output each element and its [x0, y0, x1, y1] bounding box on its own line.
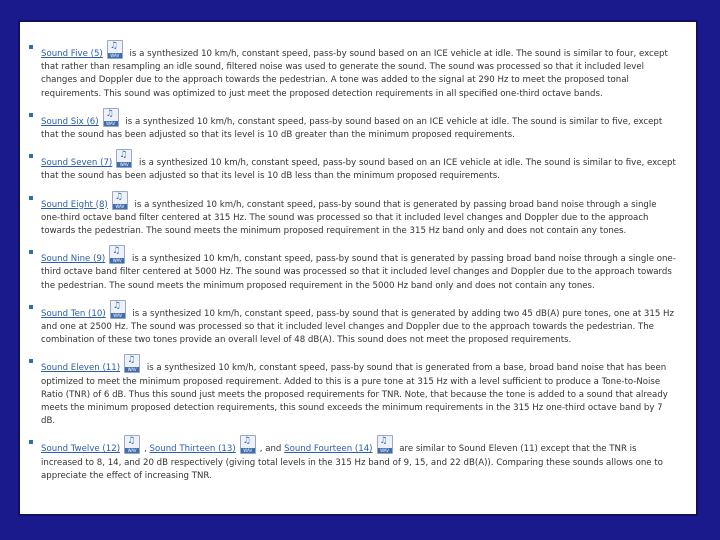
item-description: is a synthesized 10 km/h, constant speed, pass-by sound based on an ICE vehicle at idle. The sound is similar to five, except that the sound has been adjusted so that its level is 10 dB greater than the minimum proposed requirements. — [41, 116, 663, 141]
list-item — [28, 354, 676, 428]
list-item — [28, 435, 676, 483]
sound-list — [28, 40, 676, 490]
list-item — [28, 108, 676, 142]
sound-fourteen-link[interactable]: Sound Fourteen (14) — [284, 444, 373, 455]
wav-file-icon[interactable]: ♫ WAV — [112, 191, 128, 210]
sound-twelve-link[interactable]: Sound Twelve (12) — [41, 444, 121, 455]
list-item — [28, 191, 676, 239]
item-description: is a synthesized 10 km/h, constant speed, pass-by sound that is generated by passing broad band noise through a single one-third octave band filter centered at 5000 Hz. The sound was processed so that it included level changes and Doppler due to the approach towards the pedestrian. The sound meets the minimum proposed requirement in the 5000 Hz band only and does not contain any tones. — [41, 254, 676, 291]
separator: , and — [259, 444, 285, 455]
list-item — [28, 300, 676, 348]
item-description: are similar to Sound Eleven (11) except that the TNR is increased to 8, 14, and 20 dB respectively (giving total levels in the 315 Hz band of 9, 15, and 22 dB(A)). Comparing these sounds allows one to appreciate the effect of increasing TNR. — [41, 444, 663, 481]
item-description: is a synthesized 10 km/h, constant speed, pass-by sound that is generated by passing broad band noise through a single one-third octave band filter centered at 315 Hz. The sound was processed so that it included level changes and Doppler due to the approach towards the pedestrian. The sound meets the minimum proposed requirement in the 315 Hz band only and does not contain any tones. — [41, 199, 657, 237]
sound-seven-link[interactable]: Sound Seven (7) — [41, 158, 113, 169]
list-item — [28, 245, 676, 293]
item-description: is a synthesized 10 km/h, constant speed, pass-by sound based on an ICE vehicle at idle. The sound is similar to five, except that the sound has been adjusted so that its level is 10 dB less than the minimum proposed requirements. — [41, 158, 676, 182]
sound-six-link[interactable]: Sound Six (6) — [41, 116, 99, 127]
sound-eleven-link[interactable]: Sound Eleven (11) — [41, 363, 121, 374]
wav-file-icon[interactable]: ♫ WAV — [116, 149, 132, 168]
wav-file-icon[interactable]: ♫ WAV — [124, 435, 140, 454]
sound-five-link[interactable]: Sound Five (5) — [41, 49, 103, 59]
wav-file-icon[interactable]: ♫ WAV — [124, 354, 140, 373]
wav-file-icon[interactable]: ♫ WAV — [240, 435, 256, 454]
item-description: is a synthesized 10 km/h, constant speed, pass-by sound based on an ICE vehicle at idle. The sound is similar to four, except that rather than resampling an idle sound, filtered noise was used to generate the sound. The sound was processed so that it included level changes and Doppler due to the approach towards the pedestrian. A tone was added to the signal at 290 Hz to meet the proposed tonal requirements. This sound was optimized to just meet the proposed detection requirements in all specified one-third octave bands. — [41, 49, 668, 99]
wav-file-icon[interactable]: ♫ WAV — [377, 435, 393, 454]
list-item — [28, 40, 676, 101]
sound-eight-link[interactable]: Sound Eight (8) — [41, 199, 108, 210]
sound-thirteen-link[interactable]: Sound Thirteen (13) — [149, 444, 236, 455]
sound-nine-link[interactable]: Sound Nine (9) — [41, 254, 106, 265]
item-description: is a synthesized 10 km/h, constant speed, pass-by sound that is generated from a base, broad band noise that has been optimized to meet the minimum proposed requirement. Added to this is a pure tone at 315 Hz with a level sufficient to produce a Tone-to-Noise Ratio (TNR) of 6 dB. Thus this sound just meets the proposed requirements for TNR. Note, that because the tone is added to a sound that already meets the minimum proposed detection requirements, this sound exceeds the minimum requirements in the 315 Hz one-third octave band by 7 dB. — [41, 363, 668, 427]
sound-ten-link[interactable]: Sound Ten (10) — [41, 308, 106, 319]
wav-file-icon[interactable]: ♫ WAV — [103, 108, 119, 127]
list-item — [28, 149, 676, 183]
wav-file-icon[interactable]: ♫ WAV — [109, 245, 125, 264]
wav-file-icon[interactable]: ♫ WAV — [107, 40, 123, 59]
wav-file-icon[interactable]: ♫ WAV — [110, 300, 126, 319]
item-description: is a synthesized 10 km/h, constant speed, pass-by sound that is generated by adding two 45 dB(A) pure tones, one at 315 Hz and one at 2500 Hz. The sound was processed so that it included level changes and Doppler due to the approach towards the pedestrian. The combination of these two tones provide an overall level of 48 dB(A). This sound does not meet the proposed requirements. — [41, 308, 675, 346]
separator: , — [144, 444, 150, 455]
